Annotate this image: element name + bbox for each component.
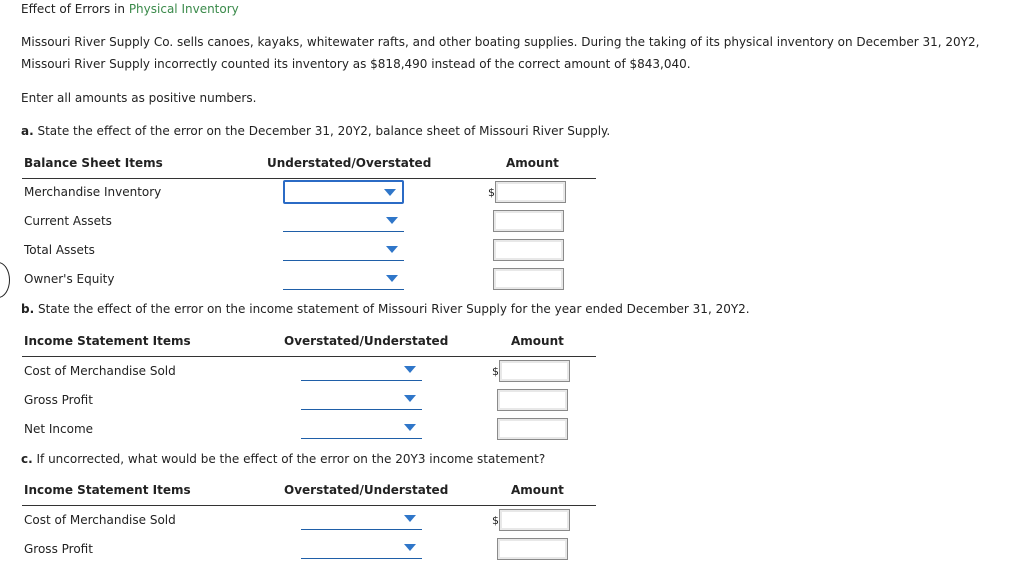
- part-b-direction-select-net-income[interactable]: [301, 415, 422, 439]
- dollar-sign: $: [488, 186, 495, 199]
- part-b-col-amount: Amount: [511, 334, 564, 348]
- part-b-row-label: Cost of Merchandise Sold: [24, 364, 176, 378]
- part-c-row-label: Cost of Merchandise Sold: [24, 513, 176, 527]
- instruction-text: Enter all amounts as positive numbers.: [21, 91, 257, 105]
- part-a-row-label: Total Assets: [24, 243, 95, 257]
- part-a-amount-input-current-assets[interactable]: [493, 210, 564, 232]
- part-b-amount-input-cost-of-merchandise-sold[interactable]: [499, 360, 570, 382]
- side-bracket-decoration: [0, 262, 10, 298]
- part-a-row-label: Merchandise Inventory: [24, 185, 162, 199]
- part-c-letter: c.: [21, 452, 33, 466]
- dollar-sign: $: [492, 365, 499, 378]
- part-c-direction-select-gross-profit[interactable]: [301, 535, 422, 559]
- part-a-amount-input-owners-equity[interactable]: [493, 268, 564, 290]
- part-b-amount-input-net-income[interactable]: [497, 418, 568, 440]
- chevron-down-icon: [404, 424, 416, 431]
- part-c-col-items: Income Statement Items: [24, 483, 191, 497]
- part-a-direction-select-merchandise-inventory[interactable]: [283, 180, 404, 204]
- title-prefix: Effect of Errors in: [21, 2, 129, 16]
- part-a-col-items: Balance Sheet Items: [24, 156, 163, 170]
- problem-paragraph: Missouri River Supply Co. sells canoes, kayaks, whitewater rafts, and other boating supplies. During the taking of its physical inventory on December 31, 20Y2, Missouri River Supply incorrectly counted its inventory as $818,490 instead of the correct amount of $843,040.: [21, 35, 980, 71]
- chevron-down-icon: [386, 246, 398, 253]
- part-b-direction-select-cost-of-merchandise-sold[interactable]: [301, 357, 422, 381]
- part-a-direction-select-current-assets[interactable]: [283, 208, 404, 232]
- part-a-amount-input-total-assets[interactable]: [493, 239, 564, 261]
- part-a-letter: a.: [21, 124, 34, 138]
- part-c-amount-input-gross-profit[interactable]: [497, 538, 568, 560]
- chevron-down-icon: [404, 395, 416, 402]
- part-b-amount-input-gross-profit[interactable]: [497, 389, 568, 411]
- part-a-amount-input-merchandise-inventory[interactable]: [495, 181, 566, 203]
- part-b-row-label: Net Income: [24, 422, 94, 436]
- part-a-col-direction: Understated/Overstated: [267, 156, 432, 170]
- chevron-down-icon: [386, 275, 398, 282]
- part-c-col-amount: Amount: [511, 483, 564, 497]
- page-title: [21, 2, 239, 16]
- part-a-row-label: Owner's Equity: [24, 272, 115, 286]
- chevron-down-icon: [386, 217, 398, 224]
- part-c-amount-input-cost-of-merchandise-sold[interactable]: [499, 509, 570, 531]
- part-c-question: [21, 452, 545, 466]
- chevron-down-icon: [404, 544, 416, 551]
- part-a-col-amount: Amount: [506, 156, 559, 170]
- part-b-col-items: Income Statement Items: [24, 334, 191, 348]
- part-a-direction-select-owners-equity[interactable]: [283, 266, 404, 290]
- part-b-question-text: State the effect of the error on the income statement of Missouri River Supply for the year ended December 31, 20Y2.: [34, 302, 750, 316]
- chevron-down-icon: [404, 366, 416, 373]
- part-b-question: [21, 302, 750, 316]
- part-a-direction-select-total-assets[interactable]: [283, 237, 404, 261]
- part-a-row-label: Current Assets: [24, 214, 112, 228]
- chevron-down-icon: [404, 515, 416, 522]
- part-b-row-label: Gross Profit: [24, 393, 93, 407]
- part-b-col-direction: Overstated/Understated: [284, 334, 449, 348]
- part-c-question-text: If uncorrected, what would be the effect of the error on the 20Y3 income statement?: [32, 452, 546, 466]
- physical-inventory-link[interactable]: Physical Inventory: [128, 2, 239, 16]
- part-b-direction-select-gross-profit[interactable]: [301, 386, 422, 410]
- part-a-question: [21, 124, 610, 138]
- chevron-down-icon: [384, 189, 396, 196]
- part-b-letter: b.: [21, 302, 35, 316]
- part-c-col-direction: Overstated/Understated: [284, 483, 449, 497]
- dollar-sign: $: [492, 514, 499, 527]
- part-a-question-text: State the effect of the error on the December 31, 20Y2, balance sheet of Missouri River Supply.: [33, 124, 611, 138]
- part-c-direction-select-cost-of-merchandise-sold[interactable]: [301, 506, 422, 530]
- part-a-header-rule: [22, 178, 596, 179]
- part-c-row-label: Gross Profit: [24, 542, 93, 556]
